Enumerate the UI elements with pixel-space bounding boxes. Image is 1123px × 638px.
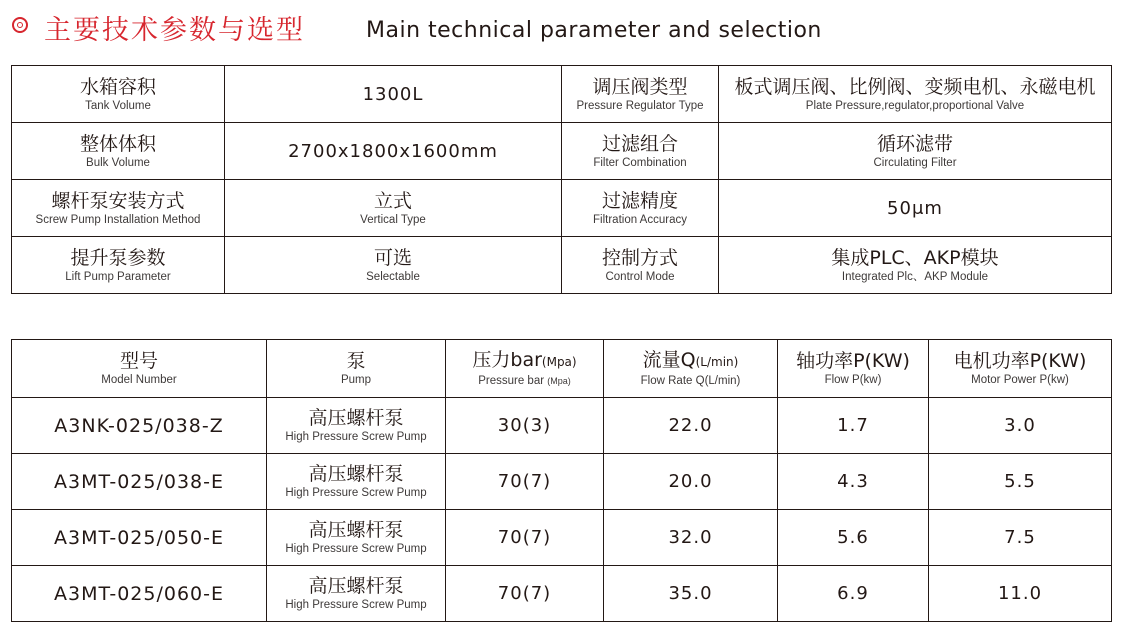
shaft-power-cell bbox=[778, 454, 929, 510]
col-header-unit-en: (Mpa) bbox=[547, 376, 571, 386]
model-number: A3MT-025/038-E bbox=[54, 470, 224, 493]
spec-value-cell bbox=[225, 66, 562, 123]
spec-value: 1300L bbox=[362, 83, 424, 105]
section-title-en: Main technical parameter and selection bbox=[366, 18, 822, 43]
spec-label-cell bbox=[562, 237, 719, 294]
section-title-cn: 主要技术参数与选型 bbox=[44, 15, 305, 46]
spec-label-en: Tank Volume bbox=[85, 99, 151, 112]
pump-cell bbox=[267, 566, 446, 622]
section-header bbox=[8, 6, 1118, 46]
spec-label-cell bbox=[562, 123, 719, 180]
shaft-power-value: 5.6 bbox=[837, 527, 869, 548]
col-header-flow bbox=[604, 340, 778, 398]
shaft-power-value: 4.3 bbox=[837, 471, 869, 492]
pump-cn: 高压螺杆泵 bbox=[308, 463, 404, 485]
table-row bbox=[12, 454, 1112, 510]
spec-value-cn: 集成PLC、AKP模块 bbox=[831, 246, 999, 269]
table-header-row bbox=[12, 340, 1112, 398]
motor-power-value: 5.5 bbox=[1004, 471, 1036, 492]
spec-value-cn: 循环滤带 bbox=[876, 132, 953, 155]
model-cell bbox=[12, 566, 267, 622]
shaft-power-cell bbox=[778, 510, 929, 566]
pressure-cell bbox=[446, 454, 604, 510]
spec-label-en: Pressure Regulator Type bbox=[576, 99, 704, 112]
flow-value: 32.0 bbox=[668, 527, 713, 548]
flow-cell bbox=[604, 510, 778, 566]
spec-label-cell bbox=[12, 66, 225, 123]
pump-en: High Pressure Screw Pump bbox=[285, 431, 427, 443]
col-header-en: Model Number bbox=[101, 374, 177, 386]
motor-power-value: 11.0 bbox=[997, 583, 1043, 604]
col-header-cn: 泵 bbox=[346, 350, 366, 372]
spec-label-cell bbox=[12, 123, 225, 180]
shaft-power-cell bbox=[778, 398, 929, 454]
model-cell bbox=[12, 454, 267, 510]
spec-value-cn: 立式 bbox=[373, 189, 412, 212]
pump-cn: 高压螺杆泵 bbox=[308, 575, 404, 597]
col-header-unit: (Mpa) bbox=[541, 355, 577, 369]
model-cell bbox=[12, 510, 267, 566]
pressure-value: 70(7) bbox=[497, 527, 552, 548]
col-header-en: Pump bbox=[340, 374, 372, 386]
spec-value-cn: 板式调压阀、比例阀、变频电机、永磁电机 bbox=[734, 75, 1096, 98]
spec-value-cell bbox=[225, 123, 562, 180]
model-number: A3MT-025/050-E bbox=[54, 526, 224, 549]
spec-label-en: Lift Pump Parameter bbox=[65, 270, 171, 283]
spec-label-cn: 整体体积 bbox=[79, 132, 156, 155]
spec-label-en: Filter Combination bbox=[593, 156, 687, 169]
pressure-cell bbox=[446, 510, 604, 566]
spec-value-cell bbox=[719, 123, 1112, 180]
table-row bbox=[12, 398, 1112, 454]
double-circle-icon bbox=[12, 17, 28, 33]
shaft-power-cell bbox=[778, 566, 929, 622]
pump-cell bbox=[267, 510, 446, 566]
spec-label-cell bbox=[12, 180, 225, 237]
col-header-pump bbox=[267, 340, 446, 398]
col-header-unit: (L/min) bbox=[695, 355, 739, 369]
col-header-en: Motor Power P(kw) bbox=[971, 374, 1069, 386]
motor-power-cell bbox=[929, 566, 1112, 622]
table-row bbox=[12, 566, 1112, 622]
spec-value-en: Circulating Filter bbox=[873, 156, 957, 169]
model-number: A3MT-025/060-E bbox=[54, 582, 224, 605]
model-table bbox=[11, 339, 1112, 622]
spec-label-cn: 提升泵参数 bbox=[70, 246, 166, 269]
col-header-cn: 压力bar bbox=[472, 349, 542, 371]
spec-label-cell bbox=[12, 237, 225, 294]
flow-cell bbox=[604, 454, 778, 510]
spec-value-en: Integrated Plc、AKP Module bbox=[841, 270, 989, 283]
motor-power-value: 3.0 bbox=[1004, 415, 1036, 436]
col-header-en: Flow Rate Q(L/min) bbox=[640, 375, 741, 387]
spec-value-en: Selectable bbox=[366, 270, 420, 283]
spec-value-cell bbox=[719, 180, 1112, 237]
spec-label-en: Control Mode bbox=[605, 270, 675, 283]
pressure-value: 30(3) bbox=[497, 415, 552, 436]
spec-value-cell bbox=[225, 180, 562, 237]
shaft-power-value: 6.9 bbox=[837, 583, 869, 604]
spec-label-cn: 控制方式 bbox=[601, 246, 678, 269]
motor-power-cell bbox=[929, 398, 1112, 454]
spec-label-cell bbox=[562, 66, 719, 123]
col-header-cn: 型号 bbox=[119, 350, 158, 372]
flow-value: 20.0 bbox=[668, 471, 713, 492]
pump-cell bbox=[267, 398, 446, 454]
col-header-cn: 流量Q bbox=[642, 349, 696, 371]
pressure-value: 70(7) bbox=[497, 471, 552, 492]
pump-cn: 高压螺杆泵 bbox=[308, 407, 404, 429]
col-header-pressure bbox=[446, 340, 604, 398]
spec-value-cell bbox=[225, 237, 562, 294]
pump-en: High Pressure Screw Pump bbox=[285, 599, 427, 611]
pump-cell bbox=[267, 454, 446, 510]
spec-label-en: Filtration Accuracy bbox=[593, 213, 687, 226]
motor-power-value: 7.5 bbox=[1004, 527, 1036, 548]
col-header-en: Pressure bar bbox=[478, 375, 545, 387]
motor-power-cell bbox=[929, 454, 1112, 510]
spec-label-cn: 调压阀类型 bbox=[592, 75, 688, 98]
col-header-model bbox=[12, 340, 267, 398]
model-cell bbox=[12, 398, 267, 454]
spec-row bbox=[12, 237, 1112, 294]
spec-value-cell bbox=[719, 237, 1112, 294]
spec-label-en: Bulk Volume bbox=[86, 156, 150, 169]
pump-en: High Pressure Screw Pump bbox=[285, 487, 427, 499]
col-header-en: Flow P(kw) bbox=[824, 374, 882, 386]
flow-value: 35.0 bbox=[668, 583, 713, 604]
pressure-cell bbox=[446, 398, 604, 454]
motor-power-cell bbox=[929, 510, 1112, 566]
spec-label-cn: 水箱容积 bbox=[79, 75, 156, 98]
spec-row bbox=[12, 66, 1112, 123]
spec-row bbox=[12, 180, 1112, 237]
spec-row bbox=[12, 123, 1112, 180]
table-row bbox=[12, 510, 1112, 566]
pressure-cell bbox=[446, 566, 604, 622]
flow-cell bbox=[604, 398, 778, 454]
spec-label-cell bbox=[562, 180, 719, 237]
flow-value: 22.0 bbox=[668, 415, 713, 436]
col-header-shaft-power bbox=[778, 340, 929, 398]
col-header-motor-power bbox=[929, 340, 1112, 398]
pressure-value: 70(7) bbox=[497, 583, 552, 604]
pump-en: High Pressure Screw Pump bbox=[285, 543, 427, 555]
spec-table bbox=[11, 65, 1112, 294]
spec-label-cn: 过滤精度 bbox=[601, 189, 678, 212]
spec-value-en: Plate Pressure,regulator,proportional Valve bbox=[805, 99, 1025, 112]
pump-cn: 高压螺杆泵 bbox=[308, 519, 404, 541]
spec-label-en: Screw Pump Installation Method bbox=[35, 213, 201, 226]
col-header-cn: 电机功率P(KW) bbox=[953, 350, 1087, 372]
spec-label-cn: 螺杆泵安装方式 bbox=[51, 189, 185, 212]
model-number: A3NK-025/038-Z bbox=[54, 414, 224, 437]
shaft-power-value: 1.7 bbox=[837, 415, 869, 436]
spec-value: 2700x1800x1600mm bbox=[288, 140, 498, 162]
spec-value: 50μm bbox=[887, 197, 943, 219]
spec-label-cn: 过滤组合 bbox=[601, 132, 678, 155]
flow-cell bbox=[604, 566, 778, 622]
col-header-cn: 轴功率P(KW) bbox=[796, 350, 910, 372]
spec-value-cn: 可选 bbox=[373, 246, 412, 269]
spec-value-en: Vertical Type bbox=[360, 213, 426, 226]
spec-value-cell bbox=[719, 66, 1112, 123]
